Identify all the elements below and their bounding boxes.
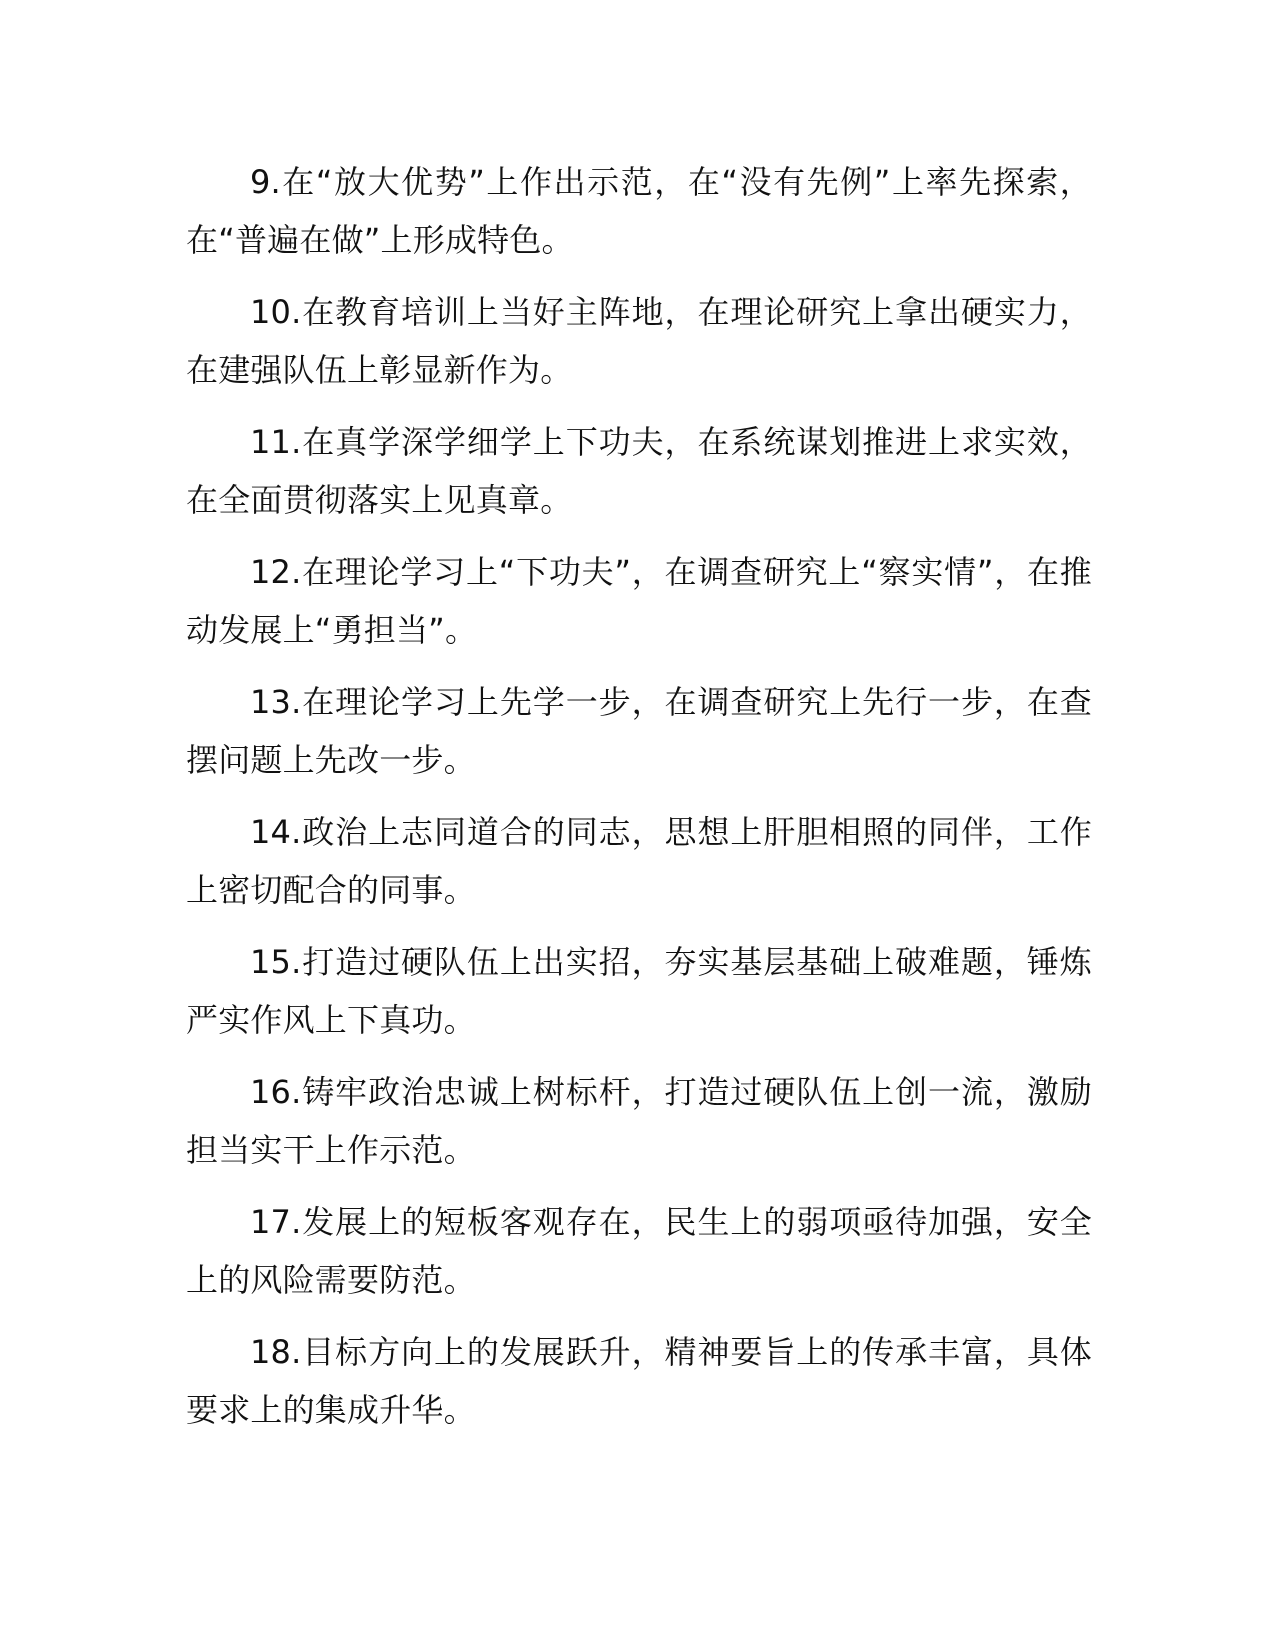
paragraph-15: 15.打造过硬队伍上出实招，夯实基层基础上破难题，锤炼严实作风上下真功。 — [186, 943, 1092, 1039]
document-body — [186, 153, 1092, 1453]
paragraph-16: 16.铸牢政治忠诚上树标杆，打造过硬队伍上创一流，激励担当实干上作示范。 — [186, 1073, 1092, 1169]
paragraph-13: 13.在理论学习上先学一步，在调查研究上先行一步，在查摆问题上先改一步。 — [186, 683, 1092, 779]
paragraph-9: 9.在“放大优势”上作出示范，在“没有先例”上率先探索，在“普遍在做”上形成特色。 — [186, 163, 1092, 259]
paragraph-11: 11.在真学深学细学上下功夫，在系统谋划推进上求实效，在全面贯彻落实上见真章。 — [186, 423, 1092, 519]
paragraph-12: 12.在理论学习上“下功夫”，在调查研究上“察实情”，在推动发展上“勇担当”。 — [186, 553, 1092, 649]
paragraph-10: 10.在教育培训上当好主阵地，在理论研究上拿出硬实力，在建强队伍上彰显新作为。 — [186, 293, 1092, 389]
paragraph-14: 14.政治上志同道合的同志，思想上肝胆相照的同伴，工作上密切配合的同事。 — [186, 813, 1092, 909]
paragraph-17: 17.发展上的短板客观存在，民生上的弱项亟待加强，安全上的风险需要防范。 — [186, 1203, 1092, 1299]
paragraph-18: 18.目标方向上的发展跃升，精神要旨上的传承丰富，具体要求上的集成升华。 — [186, 1333, 1092, 1429]
